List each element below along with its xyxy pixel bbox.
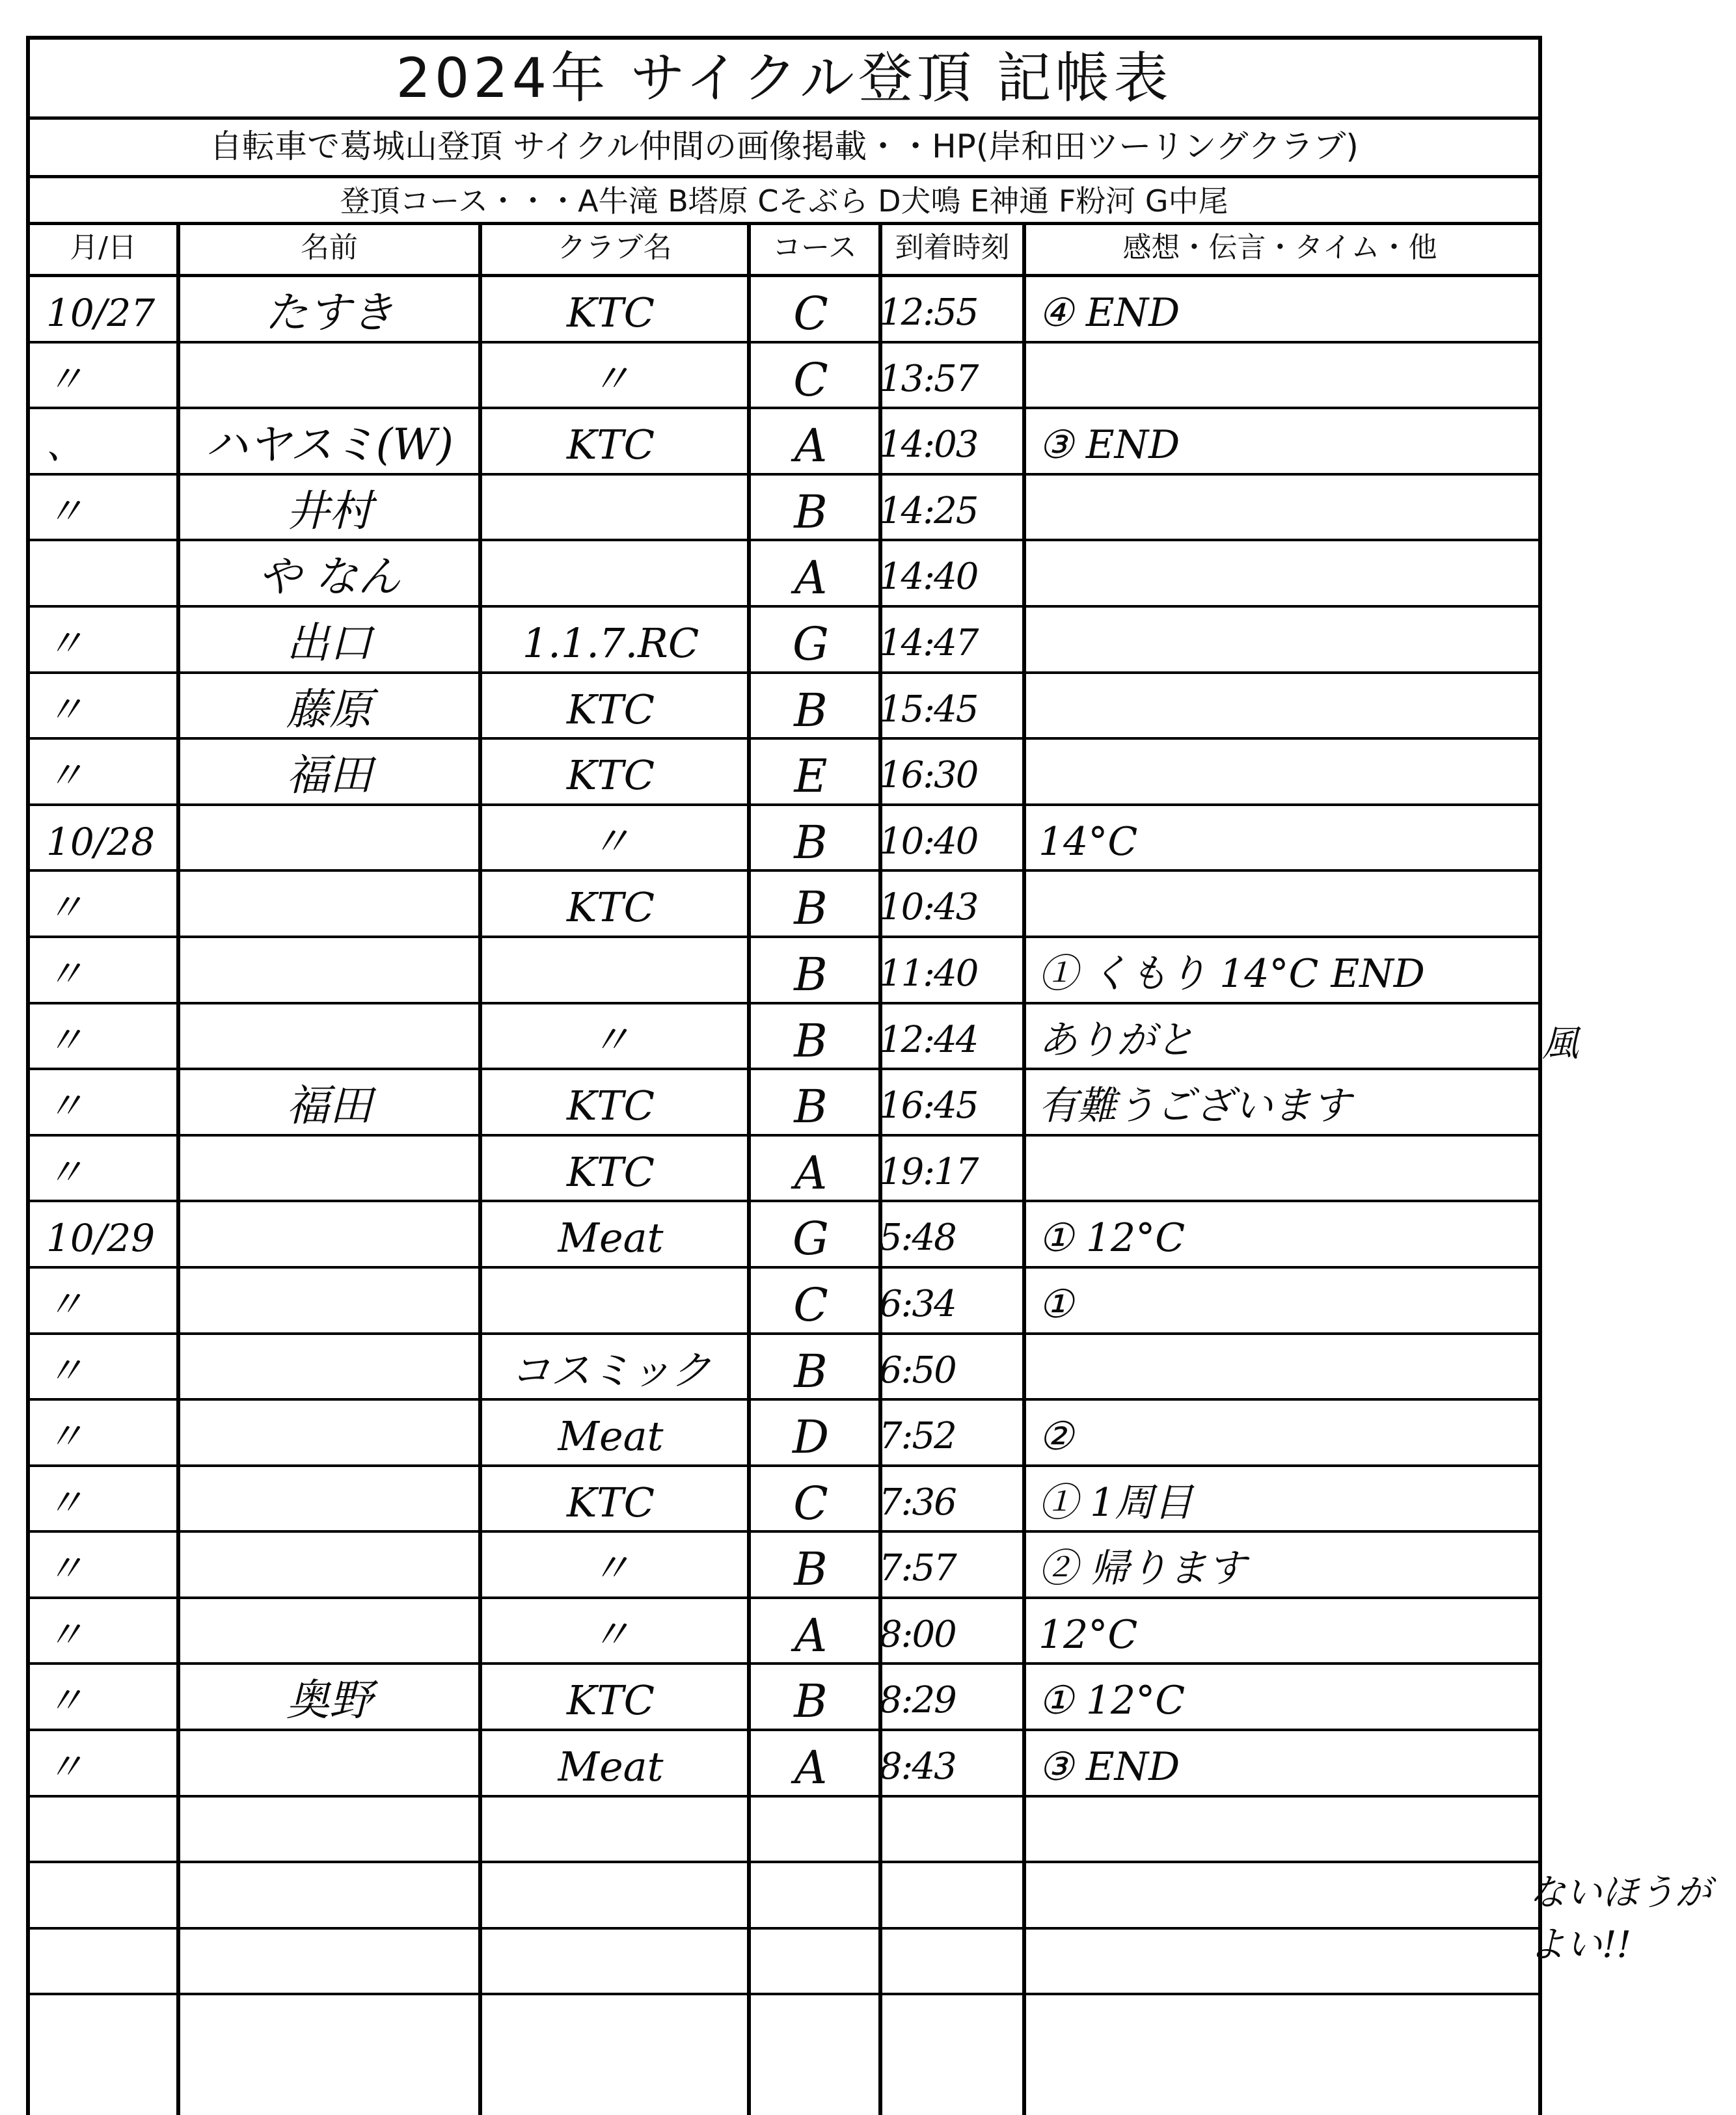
row-name <box>199 1335 459 1399</box>
table-row <box>30 1731 1538 1798</box>
table-row <box>30 938 1538 1004</box>
row-name <box>199 938 459 1002</box>
row-note: ① 12°C <box>1038 1678 1186 1724</box>
row-course: G <box>793 1212 829 1266</box>
row-name: ハヤスミ(W) <box>204 420 454 470</box>
row-date: 〃 <box>46 1480 85 1525</box>
row-arrival-time: 14:25 <box>879 489 978 532</box>
row-arrival-time: 5:48 <box>879 1217 956 1260</box>
title-band <box>30 40 1538 120</box>
table-row <box>30 541 1538 608</box>
row-club: Meat <box>558 1214 664 1262</box>
table-row <box>30 344 1538 410</box>
row-club <box>482 1798 739 1861</box>
row-name <box>199 344 459 407</box>
row-arrival-time: 7:57 <box>879 1547 956 1590</box>
row-note: ③ END <box>1038 422 1180 468</box>
row-arrival-time: 14:40 <box>879 556 978 599</box>
page-title: 2024年 サイクル登頂 記帳表 <box>396 46 1173 110</box>
row-arrival-time: 13:57 <box>879 357 978 400</box>
row-note: ③ END <box>1038 1744 1180 1790</box>
row-course: C <box>793 353 828 407</box>
row-date: 〃 <box>46 1017 85 1062</box>
row-note: ありがと <box>1038 1017 1195 1063</box>
row-name: 出口 <box>286 617 372 668</box>
header-notes: 感想・伝言・タイム・他 <box>1122 231 1437 264</box>
row-club <box>482 541 739 605</box>
row-date <box>46 1930 176 1993</box>
row-note <box>1038 541 1546 605</box>
log-table-body <box>30 277 1538 1995</box>
header-arrival: 到着時刻 <box>895 231 1010 264</box>
row-note <box>1038 1863 1546 1927</box>
row-arrival-time: 11:40 <box>879 952 978 995</box>
row-course <box>755 1798 866 1861</box>
row-course: C <box>793 287 828 340</box>
table-row <box>30 277 1538 344</box>
row-club: KTC <box>566 1478 655 1526</box>
row-date <box>46 541 176 605</box>
row-date: 〃 <box>46 753 85 798</box>
row-arrival-time: 16:30 <box>879 754 978 797</box>
row-club: KTC <box>566 883 655 932</box>
header-course: コース <box>772 231 857 264</box>
row-course: B <box>794 1344 828 1398</box>
row-club: KTC <box>566 751 655 800</box>
row-arrival-time: 8:00 <box>879 1613 956 1656</box>
row-arrival-time: 8:43 <box>879 1745 956 1788</box>
row-club: KTC <box>566 421 655 469</box>
header-name: 名前 <box>301 231 358 264</box>
row-name <box>199 872 459 936</box>
row-course: B <box>794 683 828 737</box>
row-arrival-time: 14:03 <box>879 424 978 466</box>
table-row <box>30 740 1538 806</box>
row-note: ② <box>1038 1414 1074 1460</box>
row-course: B <box>794 947 828 1001</box>
row-arrival-time: 7:36 <box>879 1481 956 1524</box>
page-subtitle: 自転車で葛城山登頂 サイクル仲間の画像掲載・・HP(岸和田ツーリングクラブ) <box>210 128 1359 165</box>
row-name <box>199 1467 459 1531</box>
row-name <box>199 1930 459 1993</box>
table-row <box>30 1202 1538 1269</box>
row-note: ④ END <box>1038 290 1180 336</box>
row-note: ① <box>1038 1281 1074 1327</box>
row-date: 〃 <box>46 489 85 533</box>
table-row <box>30 872 1538 938</box>
row-club: KTC <box>566 1677 655 1725</box>
table-row <box>30 476 1538 542</box>
row-course: E <box>794 749 828 803</box>
row-date: 〃 <box>46 1348 85 1393</box>
row-course: A <box>794 1608 828 1662</box>
table-row <box>30 1269 1538 1335</box>
row-club: 1.1.7.RC <box>522 619 699 667</box>
row-arrival-time: 14:47 <box>879 621 978 664</box>
row-course: B <box>794 1080 828 1134</box>
row-arrival-time: 16:45 <box>879 1084 978 1127</box>
row-course: B <box>794 1675 828 1729</box>
row-date: 〃 <box>46 1546 85 1591</box>
row-name: 福田 <box>286 1081 372 1131</box>
row-arrival-time: 6:34 <box>879 1282 956 1325</box>
table-row <box>30 674 1538 740</box>
row-date: 〃 <box>46 621 85 666</box>
row-course: B <box>794 882 828 936</box>
row-arrival-time: 12:55 <box>879 291 978 334</box>
row-arrival-time: 10:40 <box>879 820 978 863</box>
row-note <box>1038 344 1546 407</box>
row-date: 10/28 <box>46 819 156 864</box>
table-row <box>30 608 1538 674</box>
row-note: 12°C <box>1038 1611 1138 1658</box>
row-course: A <box>794 419 828 473</box>
row-date: 〃 <box>46 885 85 930</box>
row-date: 〃 <box>46 1084 85 1129</box>
row-date: 〃 <box>46 1282 85 1327</box>
row-course <box>755 1863 866 1927</box>
row-name: 藤原 <box>286 684 372 734</box>
row-club <box>482 938 739 1002</box>
row-course: B <box>794 815 828 869</box>
row-club: 〃 <box>590 1016 631 1064</box>
row-name <box>199 806 459 870</box>
row-arrival-time: 12:44 <box>879 1018 978 1061</box>
table-row <box>30 1798 1538 1864</box>
logbook-sheet <box>26 36 1542 2115</box>
row-club: 〃 <box>590 817 631 865</box>
row-club <box>482 1269 739 1332</box>
row-club: Meat <box>558 1743 664 1791</box>
margin-note-wind: 風 <box>1542 1023 1579 1065</box>
course-legend: 登頂コース・・・A牛滝 B塔原 Cそぶら D犬鳴 E神通 F粉河 G中尾 <box>340 183 1228 219</box>
table-row <box>30 1004 1538 1071</box>
row-date: 10/29 <box>46 1216 156 1261</box>
row-club: KTC <box>566 685 655 733</box>
row-club: KTC <box>566 289 655 336</box>
row-date: 〃 <box>46 1678 85 1723</box>
row-note <box>1038 608 1546 671</box>
row-note <box>1038 1137 1546 1200</box>
row-date: 10/27 <box>46 291 156 335</box>
row-note: ① くもり 14°C END <box>1038 950 1425 997</box>
row-club: 〃 <box>590 355 631 403</box>
row-name <box>199 1202 459 1266</box>
row-date: 〃 <box>46 1150 85 1194</box>
row-note <box>1038 1930 1546 1993</box>
row-arrival-time <box>879 1930 1019 1993</box>
table-header <box>30 222 1538 277</box>
row-name <box>199 1599 459 1663</box>
row-name <box>199 1401 459 1464</box>
table-row <box>30 1930 1538 1996</box>
row-name <box>199 1731 459 1795</box>
row-course: B <box>794 1542 828 1596</box>
row-name <box>199 1004 459 1068</box>
row-arrival-time: 8:29 <box>879 1679 956 1722</box>
row-club: 〃 <box>590 1610 631 1658</box>
course-legend-band <box>30 175 1538 225</box>
row-name: 福田 <box>286 750 372 801</box>
table-row <box>30 1137 1538 1203</box>
row-course: B <box>794 1014 828 1068</box>
row-name <box>199 1798 459 1861</box>
row-arrival-time: 10:43 <box>879 886 978 929</box>
row-note <box>1038 740 1546 803</box>
row-course <box>755 1930 866 1993</box>
row-date <box>46 1798 176 1861</box>
row-course: A <box>794 551 828 605</box>
row-name <box>199 1863 459 1927</box>
row-date: 〃 <box>46 1414 85 1459</box>
row-club <box>482 476 739 539</box>
table-row <box>30 409 1538 476</box>
row-name <box>199 1137 459 1200</box>
row-note: ② 帰ります <box>1038 1546 1247 1592</box>
row-note: ① 1周目 <box>1038 1479 1193 1526</box>
row-name: 井村 <box>286 485 372 536</box>
header-club: クラブ名 <box>557 231 672 264</box>
row-name <box>199 1533 459 1596</box>
row-arrival-time: 19:17 <box>879 1150 978 1193</box>
header-date: 月/日 <box>70 231 137 264</box>
table-row <box>30 1599 1538 1665</box>
row-date: 〃 <box>46 1745 85 1790</box>
row-arrival-time: 7:52 <box>879 1415 956 1458</box>
row-club: 〃 <box>590 1544 631 1593</box>
table-row <box>30 1533 1538 1599</box>
row-course: D <box>792 1410 830 1464</box>
row-name <box>199 1269 459 1332</box>
row-arrival-time <box>879 1863 1019 1927</box>
row-club: KTC <box>566 1148 655 1196</box>
subtitle-band <box>30 116 1538 178</box>
row-note <box>1038 1798 1546 1861</box>
row-club: KTC <box>566 1082 655 1130</box>
row-date <box>46 1863 176 1927</box>
row-note <box>1038 476 1546 539</box>
row-arrival-time <box>879 1798 1019 1861</box>
row-date: 、 <box>46 423 85 468</box>
row-name: 奥野 <box>286 1675 372 1726</box>
table-row <box>30 806 1538 872</box>
row-club: Meat <box>558 1412 664 1461</box>
table-row <box>30 1335 1538 1401</box>
row-name: や なん <box>258 552 401 602</box>
row-note <box>1038 1335 1546 1399</box>
row-name: たすき <box>265 288 394 338</box>
row-arrival-time: 6:50 <box>879 1349 956 1392</box>
row-course: B <box>794 485 828 539</box>
row-note: 14°C <box>1038 818 1138 865</box>
row-course: G <box>793 617 829 671</box>
table-row <box>30 1665 1538 1731</box>
row-course: C <box>793 1476 828 1530</box>
table-row <box>30 1401 1538 1467</box>
margin-note-advice: ないほうが よい!! <box>1529 1872 1711 1966</box>
row-note: ① 12°C <box>1038 1215 1186 1261</box>
row-note: 有難うございます <box>1038 1083 1351 1129</box>
row-date: 〃 <box>46 1612 85 1657</box>
row-date: 〃 <box>46 357 85 401</box>
row-arrival-time: 15:45 <box>879 688 978 731</box>
row-course: A <box>794 1741 828 1795</box>
row-course: C <box>793 1278 828 1332</box>
row-club <box>482 1863 739 1927</box>
table-row <box>30 1863 1538 1930</box>
row-note <box>1038 872 1546 936</box>
table-row <box>30 1070 1538 1137</box>
row-course: A <box>794 1146 828 1200</box>
row-club <box>482 1930 739 1993</box>
row-club: コスミック <box>510 1346 711 1394</box>
table-row <box>30 1467 1538 1533</box>
row-date: 〃 <box>46 687 85 732</box>
row-date: 〃 <box>46 951 85 996</box>
row-note <box>1038 674 1546 738</box>
